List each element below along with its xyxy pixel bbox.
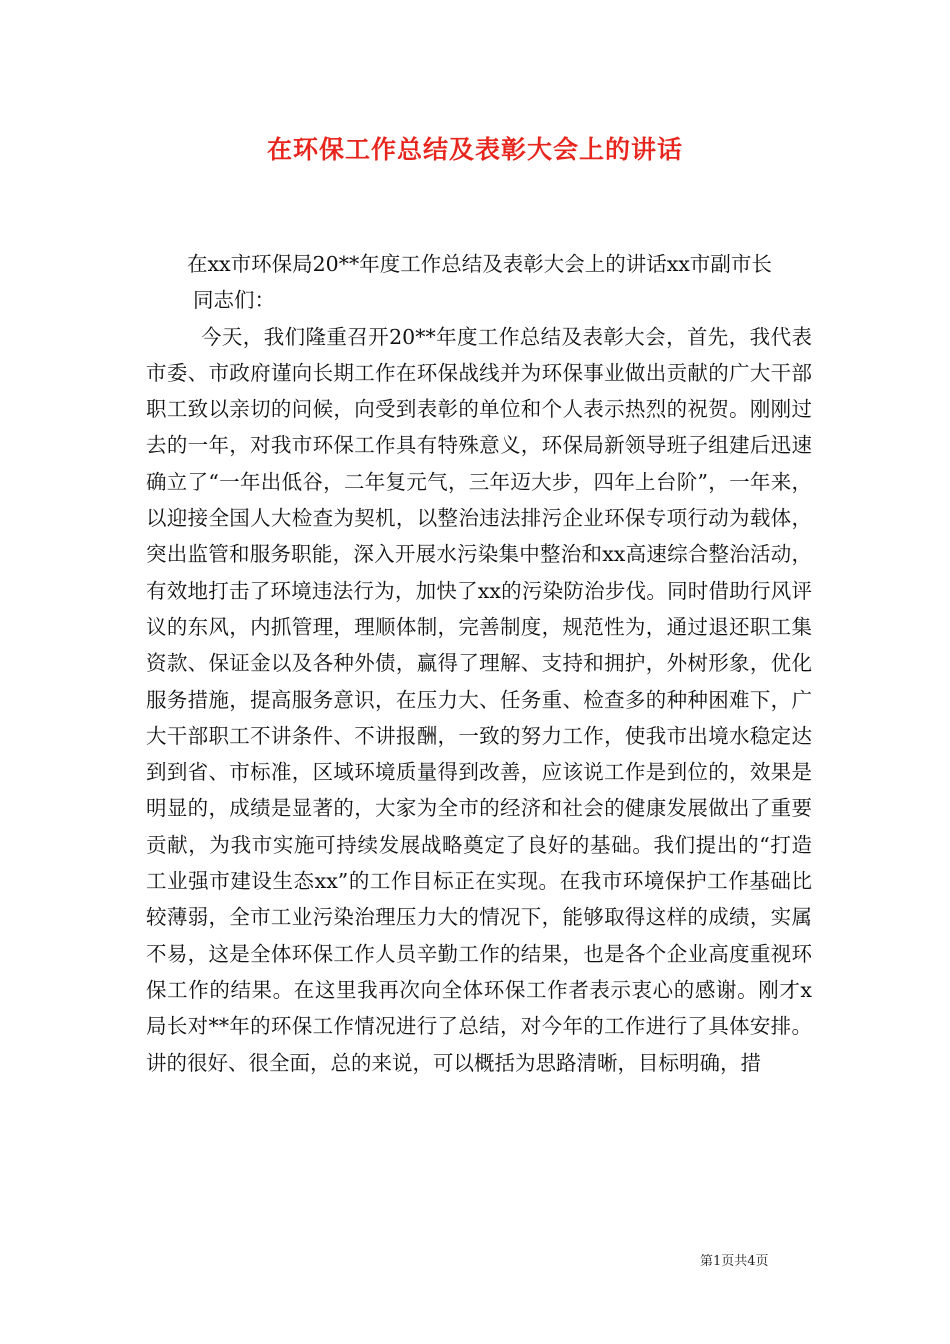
page-number-footer: 第1页共4页 [700,1254,769,1269]
salutation: 同志们： [193,288,275,313]
document-title: 在环保工作总结及表彰大会上的讲话 [266,135,683,164]
speech-body-paragraph: 今天，我们隆重召开20**年度工作总结及表彰大会，首先，我代表市委、市政府谨向长期工作在环保战线并为环保事业做出贡献的广大干部职工致以亲切的问候，向受到表彰的单位和个人表示热烈的祝贺。刚刚过去的一年，对我市环保工作具有特殊意义，环保局新领导班子组建后迅速确立了“一年出低谷，二年复元气，三年迈大步，四年上台阶”，一年来，以迎接全国人大检查为契机，以整治违法排污企业环保专项行动为载体，突出监管和服务职能，深入开展水污染集中整治和xx高速综合整治活动，有效地打击了环境违法行为，加快了xx的污染防治步伐。同时借助行风评议的东风，内抓管理，理顺体制，完善制度，规范性为，通过退还职工集资款、保证金以及各种外债，赢得了理解、支持和拥护，外树形象，优化服务措施，提高服务意识，在压力大、任务重、检查多的种种困难下，广大干部职工不讲条件、不讲报酬，一致的努力工作，使我市出境水稳定达到到省、市标准，区域环境质量得到改善，应该说工作是到位的，效果是明显的，成绩是显著的，大家为全市的经济和社会的健康发展做出了重要贡献，为我市实施可持续发展战略奠定了良好的基础。我们提出的“打造工业强市建设生态xx”的工作目标正在实现。在我市环境保护工作基础比较薄弱，全市工业污染治理压力大的情况下，能够取得这样的成绩，实属不易，这是全体环保工作人员辛勤工作的结果，也是各个企业高度重视环保工作的结果。在这里我再次向全体环保工作者表示衷心的感谢。刚才x局长对**年的环保工作情况进行了总结，对今年的工作进行了具体安排。讲的很好、很全面，总的来说，可以概括为思路清晰，目标明确，措 [146,324,812,1075]
speech-intro-line: 在xx市环保局20**年度工作总结及表彰大会上的讲话xx市副市长 [187,252,772,276]
document-body [146,246,812,1081]
